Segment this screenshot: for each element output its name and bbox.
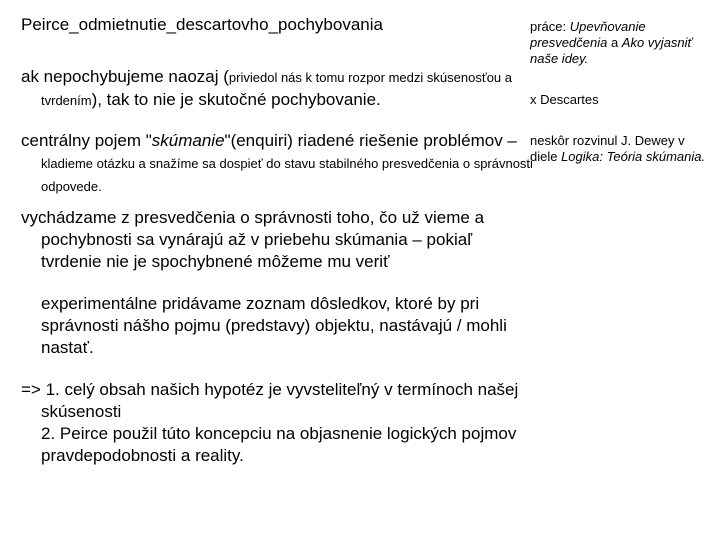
works-lead: práce: [530, 19, 570, 34]
conclusion-2: 2. Peirce použil túto koncepciu na objasnenie logických pojmov pravdepodobnosti a reality. [41, 424, 517, 465]
doubt-tail: ), tak to nie je skutočné pochybovanie. [91, 90, 381, 109]
belief-text: vychádzame z presvedčenia o správnosti toho, čo už vieme a pochybnosti sa vynárajú až v priebehu skúmania – pokiaľ tvrdenie nie je spochybnené môžeme mu veriť [21, 208, 485, 271]
work-title-2: Ako vyjasniť naše idey. [530, 35, 693, 66]
doubt-lead: ak nepochybujeme naozaj ( [21, 67, 229, 86]
inquiry-mid: "(enquiri) riadené riešenie problémov – [224, 131, 517, 150]
paragraph-belief [21, 207, 536, 273]
side-works [530, 19, 710, 67]
side-descartes: x Descartes [530, 92, 599, 107]
work-title-1: Upevňovanie presvedčenia [530, 19, 646, 50]
inquiry-lead: centrálny pojem " [21, 131, 152, 150]
paragraph-conclusions [21, 379, 521, 467]
slide-title: Peirce_odmietnutie_descartovho_pochybovania [21, 15, 383, 34]
paragraph-experiment [41, 293, 516, 359]
side-dewey [530, 133, 715, 165]
paragraph-inquiry [21, 130, 541, 198]
inquiry-term: skúmanie [151, 131, 225, 150]
experiment-text: experimentálne pridávame zoznam dôsledkov, ktoré by pri správnosti nášho pojmu (predstavy) objektu, nastávajú / mohli nastať. [41, 294, 507, 357]
dewey-work: Logika: Teória skúmania. [561, 149, 706, 164]
works-and: a [607, 35, 622, 50]
doubt-aside: priviedol nás k tomu rozpor medzi skúsenosťou a tvrdením [41, 70, 512, 108]
conclusion-1: => 1. celý obsah našich hypotéz je vyvsteliteľný v termínoch našej skúsenosti [21, 380, 519, 421]
inquiry-aside: kladieme otázku a snažíme sa dospieť do stavu stabilného presvedčenia o správnosti odpovede. [41, 156, 533, 194]
dewey-lead: neskôr rozvinul J. Dewey v diele [530, 133, 685, 164]
paragraph-doubt [21, 66, 531, 112]
